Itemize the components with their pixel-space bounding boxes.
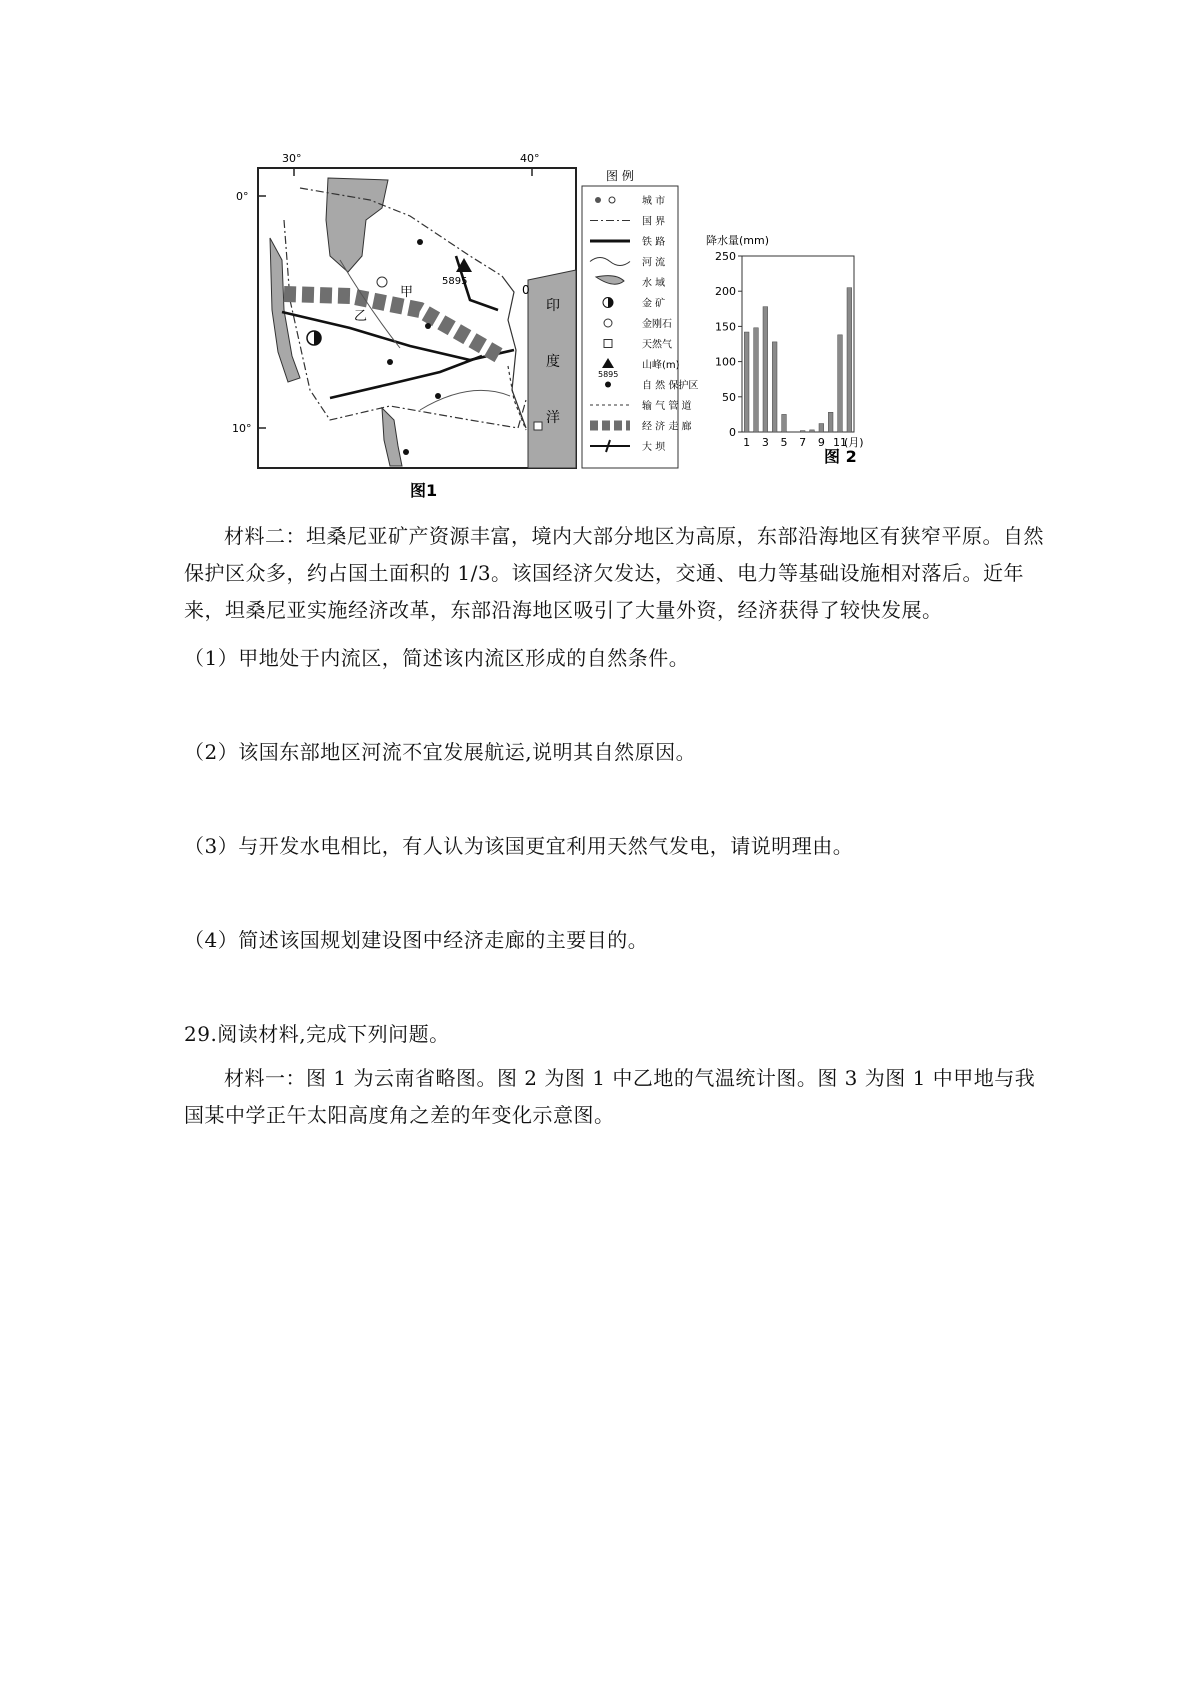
legend-label: 水 域 (642, 278, 666, 289)
fig2-bar (838, 335, 843, 432)
lon-label-30: 30° (282, 152, 302, 165)
lat-label-10: 10° (232, 422, 252, 435)
fig2-xtick-label: 1 (743, 436, 751, 449)
figure1-map (232, 152, 576, 500)
figure1-label: 图1 (410, 481, 438, 500)
fig2-ytick-label: 200 (715, 285, 736, 299)
legend-peak-value: 5895 (598, 370, 619, 379)
fig2-bar (772, 342, 777, 432)
reserve-1 (417, 239, 423, 245)
fig2-bar (810, 430, 815, 432)
legend-label: 经 济 走 廊 (642, 421, 692, 433)
figures-svg (232, 152, 950, 550)
fig2-bar (763, 307, 768, 432)
figure2-label: 图 2 (824, 447, 857, 466)
place-yi: 乙 (354, 309, 368, 324)
fig2-ytick-label: 50 (722, 390, 736, 404)
ocean-char-3: 洋 (546, 410, 560, 426)
fig2-ylabel: 降水量(mm) (706, 234, 770, 247)
reserve-2 (425, 323, 431, 329)
peak-label: 5895 (442, 276, 468, 287)
fig2-bar (847, 288, 852, 432)
fig2-xtick-label: 11 (833, 436, 847, 449)
legend-title: 图 例 (606, 169, 634, 183)
fig2-xtick-label: 3 (761, 436, 769, 449)
fig2-bar (819, 424, 824, 432)
fig2-bar (754, 328, 759, 432)
question-29-heading: 29.阅读材料,完成下列问题。 (184, 1022, 450, 1046)
legend-label: 山峰(m) (642, 360, 680, 371)
ocean-char-2: 度 (546, 354, 560, 370)
fig2-xtick-label: 5 (780, 436, 788, 449)
material-one-paragraph: 材料一：图 1 为云南省略图。图 2 为图 1 中乙地的气温统计图。图 3 为图 1 中甲地与我国某中学正午太阳高度角之差的年变化示意图。 (184, 1066, 1036, 1127)
fig2-ytick-label: 100 (715, 355, 736, 369)
legend-label: 天然气 (642, 339, 672, 351)
gas-field-symbol (534, 422, 542, 430)
fig2-xtick-label: 9 (817, 436, 825, 449)
fig2-bar (744, 332, 749, 432)
legend-label: 铁 路 (642, 237, 666, 248)
legend-label: 自 然 保护区 (642, 380, 699, 392)
figure2-chart (706, 233, 864, 466)
fig2-bar (800, 431, 805, 432)
legend-label: 大 坝 (642, 442, 666, 453)
question-2: （2）该国东部地区河流不宜发展航运,说明其自然原因。 (184, 740, 697, 764)
lon-label-40: 40° (520, 152, 540, 165)
fig2-bar (782, 414, 787, 432)
question-3: （3）与开发水电相比，有人认为该国更宜利用天然气发电，请说明理由。 (184, 834, 854, 858)
place-jia: 甲 (400, 285, 414, 300)
lat-label-0: 0° (236, 190, 249, 203)
legend-label: 金 矿 (642, 298, 666, 310)
legend-label: 国 界 (642, 216, 666, 228)
fig2-plot-frame (742, 256, 854, 432)
question-4: （4）简述该国规划建设图中经济走廊的主要目的。 (184, 928, 649, 952)
ocean-zero-mark: 0 (522, 283, 530, 297)
fig2-ytick-label: 0 (729, 426, 736, 439)
fig2-ytick-label: 250 (715, 250, 736, 263)
fig2-xtick-label: 7 (799, 436, 807, 449)
ocean-char-1: 印 (546, 298, 560, 314)
question-1: （1）甲地处于内流区，简述该内流区形成的自然条件。 (184, 646, 690, 670)
map-legend (582, 168, 698, 468)
reserve-3 (387, 359, 393, 365)
legend-label: 城 市 (642, 196, 666, 207)
reserve-4 (403, 449, 409, 455)
legend-label: 输 气 管 道 (642, 401, 692, 412)
fig2-ytick-label: 150 (715, 320, 736, 334)
fig2-bar (828, 412, 833, 432)
legend-label: 金刚石 (642, 319, 672, 330)
fig2-xunit: (月) (844, 436, 864, 449)
material-two-paragraph: 材料二：坦桑尼亚矿产资源丰富，境内大部分地区为高原，东部沿海地区有狭窄平原。自然保护区众多，约占国土面积的 1/3。该国经济欠发达，交通、电力等基础设施相对落后。近年来，坦桑尼亚实施经济改革，东部沿海地区吸引了大量外资，经济获得了较快发展。 (184, 524, 1044, 622)
legend-label: 河 流 (642, 257, 666, 269)
reserve-5 (435, 393, 441, 399)
figure-area (232, 152, 950, 550)
